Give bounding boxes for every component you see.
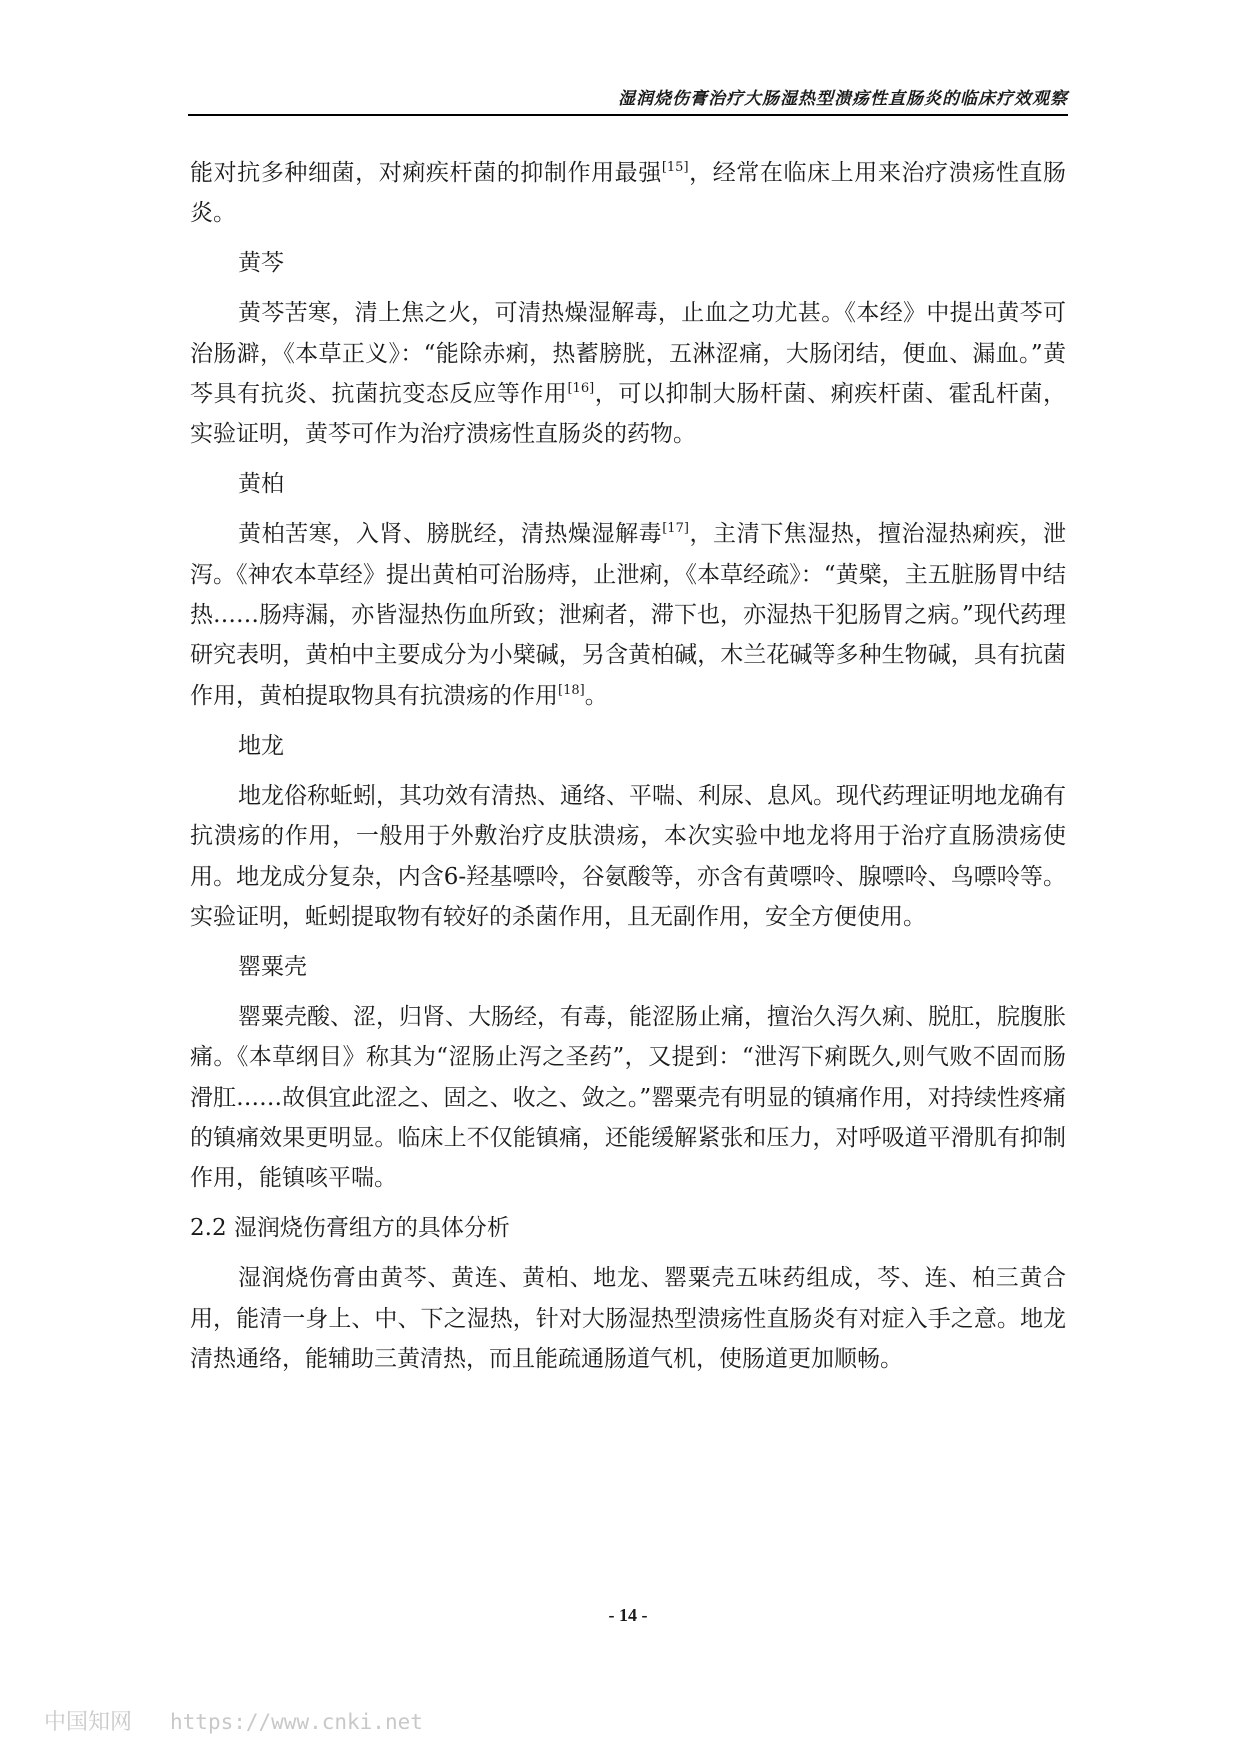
citation: [17]	[662, 521, 689, 537]
header-rule	[188, 114, 1068, 116]
citation: [15]	[661, 160, 689, 175]
paragraph-huangqin	[190, 293, 1066, 455]
text: 黄芩苦寒，清上焦之火，可清热燥湿解毒，止血之功尤甚。《本经》中提出黄芩可治肠澼，《本草正义》：“能除赤痢，热蓄膀胱，五淋涩痛，大肠闭结，便血、漏血。”黄芩具有抗炎、抗菌抗变态反应等作用	[190, 300, 1066, 408]
citation: [18]	[558, 682, 585, 698]
watermark	[44, 1705, 423, 1736]
subheading-huangqin: 黄芩	[238, 250, 284, 277]
paragraph-yingsuke: 罂粟壳酸、涩，归肾、大肠经，有毒，能涩肠止痛，擅治久泻久痢、脱肛，脘腹胀痛。《本草纲目》称其为“涩肠止泻之圣药”，又提到：“泄泻下痢既久,则气败不固而肠滑肛……故俱宜此涩之、固之、收之、敛之。”罂粟壳有明显的镇痛作用，对持续性疼痛的镇痛效果更明显。临床上不仅能镇痛，还能缓解紧张和压力，对呼吸道平滑肌有抑制作用，能镇咳平喘。	[190, 1003, 1066, 1192]
text: 能对抗多种细菌，对痢疾杆菌的抑制作用最强	[190, 160, 662, 186]
running-header: 湿润烧伤膏治疗大肠湿热型溃疡性直肠炎的临床疗效观察	[618, 89, 1068, 109]
body-text	[190, 153, 1066, 1389]
paragraph-intro	[190, 153, 1066, 234]
text: ，经常在临床上用来治疗溃疡性直肠炎。	[190, 160, 1067, 227]
subheading-dilong: 地龙	[238, 732, 284, 759]
paragraph-formula-analysis: 湿润烧伤膏由黄芩、黄连、黄柏、地龙、罂粟壳五味药组成，芩、连、柏三黄合用，能清一身上、中、下之湿热，针对大肠湿热型溃疡性直肠炎有对症入手之意。地龙清热通络，能辅助三黄清热，而且能疏通肠道气机，使肠道更加顺畅。	[190, 1265, 1066, 1372]
text: ，主清下焦湿热，擅治湿热痢疾，泄泻。《神农本草经》提出黄柏可治肠痔，止泄痢，《本草经疏》：“黄檗，主五脏肠胃中结热……肠痔漏，亦皆湿热伤血所致；泄痢者，滞下也，亦湿热干犯肠胃之病。”现代药理研究表明，黄柏中主要成分为小檗碱，另含黄柏碱，木兰花碱等多种生物碱，具有抗菌作用，黄柏提取物具有抗溃疡的作用	[190, 521, 1067, 709]
watermark-url: https://www.cnki.net	[170, 1710, 423, 1734]
citation: [16]	[567, 381, 595, 397]
text: ，可以抑制大肠杆菌、痢疾杆菌、霍乱杆菌，实验证明，黄芩可作为治疗溃疡性直肠炎的药物。	[190, 381, 1067, 448]
paragraph-huangbai	[190, 514, 1066, 716]
subheading-huangbai: 黄柏	[238, 471, 284, 498]
subheading-yingsuke: 罂粟壳	[238, 953, 307, 980]
page-number: - 14 -	[608, 1605, 648, 1625]
text: 黄柏苦寒，入肾、膀胱经，清热燥湿解毒	[238, 521, 663, 548]
text: 。	[584, 682, 608, 709]
watermark-brand: 中国知网	[44, 1710, 133, 1735]
section-heading: 2.2 湿润烧伤膏组方的具体分析	[190, 1215, 510, 1242]
paragraph-dilong: 地龙俗称蚯蚓，其功效有清热、通络、平喘、利尿、息风。现代药理证明地龙确有抗溃疡的作用，一般用于外敷治疗皮肤溃疡，本次实验中地龙将用于治疗直肠溃疡使用。地龙成分复杂，内含6-羟基嘌呤，谷氨酸等，亦含有黄嘌呤、腺嘌呤、鸟嘌呤等。实验证明，蚯蚓提取物有较好的杀菌作用，且无副作用，安全方便使用。	[190, 782, 1066, 930]
